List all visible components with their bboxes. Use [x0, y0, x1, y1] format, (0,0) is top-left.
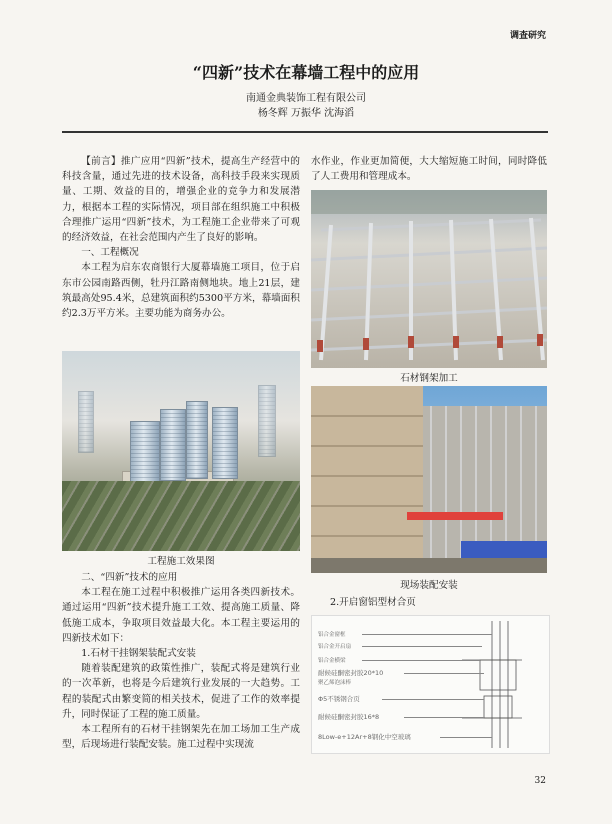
steel-frame-paragraph: 本工程所有的石材干挂钢架先在加工场加工生产成型，后现场进行装配安装。施工过程中实现流 — [62, 724, 300, 751]
preface-paragraph: 【前言】推广应用“四新”技术，提高生产经营中的科技含量，通过先进的技术设备，高科技手段来实现质量、工期、效益的目的，增强企业的竞争力和发展潜力，根据本工程的实际情况，项目部在组织施工中积极合理推广运用“四新”技术，为工程施工企业带来了可观的经济效益，在社会范围内产生了良好的影响。 — [62, 156, 300, 244]
section-header: 调查研究 — [509, 31, 546, 41]
subheading-steel-frame: 1.石材干挂钢架装配式安装 — [81, 648, 196, 660]
section-heading-overview: 一、工程概况 — [81, 247, 139, 259]
leader-line — [404, 717, 484, 718]
label-sealant-2: 耐候硅酮密封胶16*8 — [318, 713, 380, 721]
section-heading-techniques: 二、“四新”技术的应用 — [81, 572, 178, 583]
tower-1 — [130, 421, 160, 483]
greenery — [62, 481, 300, 551]
left-column-intro — [62, 154, 300, 321]
leader-line — [362, 660, 480, 661]
steel-frame-image — [311, 190, 547, 368]
tower-3 — [186, 401, 208, 479]
leader-line — [404, 673, 484, 674]
project-rendering-image — [62, 351, 300, 551]
label-hinge: Φ5不锈钢合页 — [318, 695, 360, 703]
tower-4 — [212, 407, 238, 479]
leader-line — [382, 699, 484, 700]
continuation-paragraph: 水作业，作业更加简便，大大缩短施工时间，同时降低了人工费用和管理成本。 — [311, 156, 547, 183]
author-organization: 南通金典装饰工程有限公司 — [246, 93, 366, 104]
prefab-paragraph: 随着装配建筑的政策性推广，装配式将是建筑行业的一次革新，也将是今后建筑行业发展的一大趋势。工程的装配式由繁变简的相关技术，促进了工作的效率提升，同时保证了工程的施工质量。 — [62, 663, 300, 720]
techniques-paragraph: 本工程在施工过程中积极推广运用各类四新技术。通过运用“四新”技术提升施工工效、提高施工质量、降低施工成本，争取项目效益最大化。本工程主要运用的四新技术如下： — [62, 587, 300, 644]
label-foam-rod: 聚乙烯泡沫棒 — [318, 680, 352, 686]
title-rule — [62, 131, 548, 133]
caption-steel: 石材钢架加工 — [400, 373, 458, 384]
subheading-hinge: 2.开启窗铝型材合页 — [330, 597, 416, 608]
page-number: 32 — [534, 776, 546, 786]
caption-render: 工程施工效果图 — [147, 556, 215, 567]
leader-line — [362, 646, 482, 647]
tower-2 — [160, 409, 186, 481]
label-transom: 铝合金横梁 — [318, 658, 346, 664]
author-names: 杨冬辉 万振华 沈海滔 — [257, 108, 355, 119]
label-vent-sash: 铝合金开启扇 — [318, 644, 352, 650]
background-tower — [258, 385, 276, 457]
steel-frame-drawing — [311, 190, 547, 368]
label-sealant-1: 耐候硅酮密封胶20*10 — [318, 669, 384, 677]
article-title: “四新”技术在幕墙工程中的应用 — [192, 63, 420, 82]
site-installation-image — [311, 386, 547, 573]
label-window-frame: 铝合金窗框 — [318, 632, 346, 638]
hinge-section-drawing — [311, 615, 550, 754]
left-column-techniques — [62, 570, 300, 752]
label-glass: 8Low-e+12Ar+8钢化中空玻璃 — [318, 733, 411, 741]
right-column-text — [311, 154, 547, 184]
leader-line — [362, 634, 492, 635]
overview-paragraph: 本工程为启东农商银行大厦幕墙施工项目，位于启东市公园南路西侧，牡丹江路南侧地块。地上21层，建筑最高处95.4米，总建筑面积约5300平方米，幕墙面积约2.3万平方米。主要功能为商务办公。 — [62, 262, 300, 320]
background-tower — [78, 391, 94, 453]
site-drawing — [311, 386, 547, 573]
leader-line — [440, 737, 492, 738]
caption-site: 现场装配安装 — [400, 580, 458, 591]
